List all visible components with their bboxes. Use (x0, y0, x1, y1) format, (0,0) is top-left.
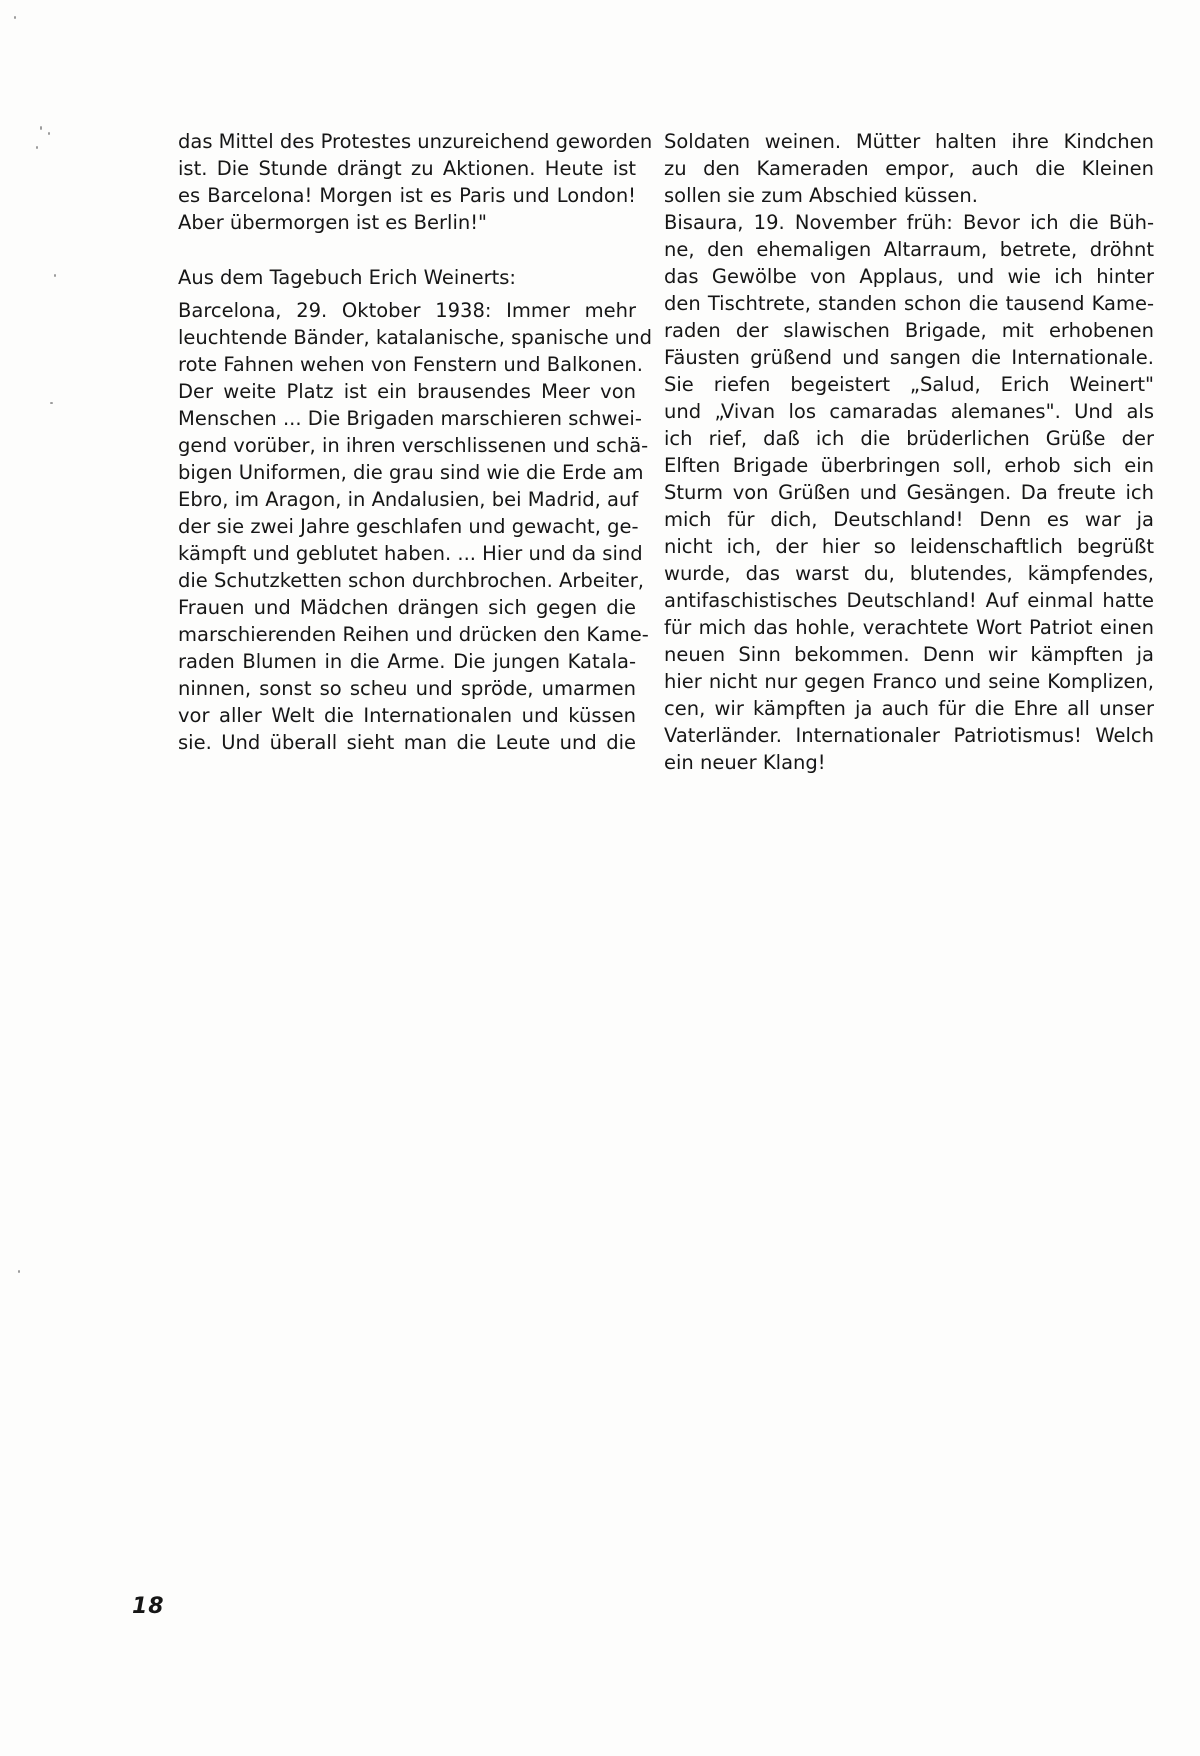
text-line: das Mittel des Protestes unzureichend geworden (178, 130, 653, 153)
text-line: vor aller Welt die Internationalen und küssen (178, 704, 636, 727)
text-line: marschierenden Reihen und drücken den Kame- (178, 623, 649, 646)
scan-speck (54, 274, 56, 277)
text-line: ein neuer Klang! (664, 751, 826, 774)
text-line: hier nicht nur gegen Franco und seine Komplizen, (664, 670, 1154, 693)
text-line: ich rief, daß ich die brüderlichen Grüße der (664, 427, 1154, 450)
text-line: raden Blumen in die Arme. Die jungen Katala- (178, 650, 636, 673)
text-line: das Gewölbe von Applaus, und wie ich hinter (664, 265, 1154, 288)
page-number: 18 (132, 1594, 165, 1619)
text-line: ist. Die Stunde drängt zu Aktionen. Heute ist (178, 157, 636, 180)
text-line: sie. Und überall sieht man die Leute und die (178, 731, 636, 754)
text-line: antifaschistisches Deutschland! Auf einmal hatte (664, 589, 1154, 612)
text-line: Elften Brigade überbringen soll, erhob sich ein (664, 454, 1154, 477)
text-line: Menschen ... Die Brigaden marschieren schwei- (178, 407, 642, 430)
scan-speck (14, 16, 16, 19)
text-line: Aber übermorgen ist es Berlin!" (178, 211, 488, 234)
scan-speck (50, 402, 53, 404)
text-line: gend vorüber, in ihren verschlissenen und schä- (178, 434, 649, 457)
text-line: cen, wir kämpften ja auch für die Ehre all unser (664, 697, 1154, 720)
scan-speck (36, 146, 38, 149)
text-line: kämpft und geblutet haben. ... Hier und da sind (178, 542, 643, 565)
text-line: Frauen und Mädchen drängen sich gegen die (178, 596, 636, 619)
scan-speck (40, 126, 42, 130)
text-line: Der weite Platz ist ein brausendes Meer von (178, 380, 636, 403)
text-line: mich für dich, Deutschland! Denn es war ja (664, 508, 1154, 531)
text-line: ne, den ehemaligen Altarraum, betrete, dröhnt (664, 238, 1154, 261)
text-line: zu den Kameraden empor, auch die Kleinen (664, 157, 1154, 180)
text-line: Sturm von Grüßen und Gesängen. Da freute ich (664, 481, 1154, 504)
text-line: der sie zwei Jahre geschlafen und gewacht, ge- (178, 515, 639, 538)
text-line: Barcelona, 29. Oktober 1938: Immer mehr (178, 299, 636, 322)
right-text-column (664, 128, 1154, 776)
text-line: bigen Uniformen, die grau sind wie die Erde am (178, 461, 644, 484)
text-line: Aus dem Tagebuch Erich Weinerts: (178, 266, 516, 289)
text-line: es Barcelona! Morgen ist es Paris und London! (178, 184, 636, 207)
text-line: nicht ich, der hier so leidenschaftlich begrüßt (664, 535, 1154, 558)
text-line: Soldaten weinen. Mütter halten ihre Kindchen (664, 130, 1154, 153)
scan-speck (18, 1270, 20, 1273)
text-line: die Schutzketten schon durchbrochen. Arbeiter, (178, 569, 645, 592)
text-line: und „Vivan los camaradas alemanes". Und als (664, 400, 1154, 423)
text-line: Ebro, im Aragon, in Andalusien, bei Madrid, auf (178, 488, 639, 511)
text-line: leuchtende Bänder, katalanische, spanische und (178, 326, 652, 349)
left-text-column (178, 128, 653, 756)
blank-line (178, 236, 636, 264)
text-line: den Tischtrete, standen schon die tausend Kame- (664, 292, 1154, 315)
text-line: ninnen, sonst so scheu und spröde, umarmen (178, 677, 636, 700)
text-line: Fäusten grüßend und sangen die Internationale. (664, 346, 1154, 369)
text-line: raden der slawischen Brigade, mit erhobenen (664, 319, 1154, 342)
text-line: sollen sie zum Abschied küssen. (664, 184, 978, 207)
text-line: neuen Sinn bekommen. Denn wir kämpften ja (664, 643, 1154, 666)
text-line: für mich das hohle, verachtete Wort Patriot einen (664, 616, 1154, 639)
text-line: Vaterländer. Internationaler Patriotismus! Welch (664, 724, 1154, 747)
text-line: rote Fahnen wehen von Fenstern und Balkonen. (178, 353, 643, 376)
scan-speck (48, 132, 50, 135)
text-line: Bisaura, 19. November früh: Bevor ich die Büh- (664, 211, 1154, 234)
text-line: Sie riefen begeistert „Salud, Erich Weinert" (664, 373, 1154, 396)
text-line: wurde, das warst du, blutendes, kämpfendes, (664, 562, 1154, 585)
